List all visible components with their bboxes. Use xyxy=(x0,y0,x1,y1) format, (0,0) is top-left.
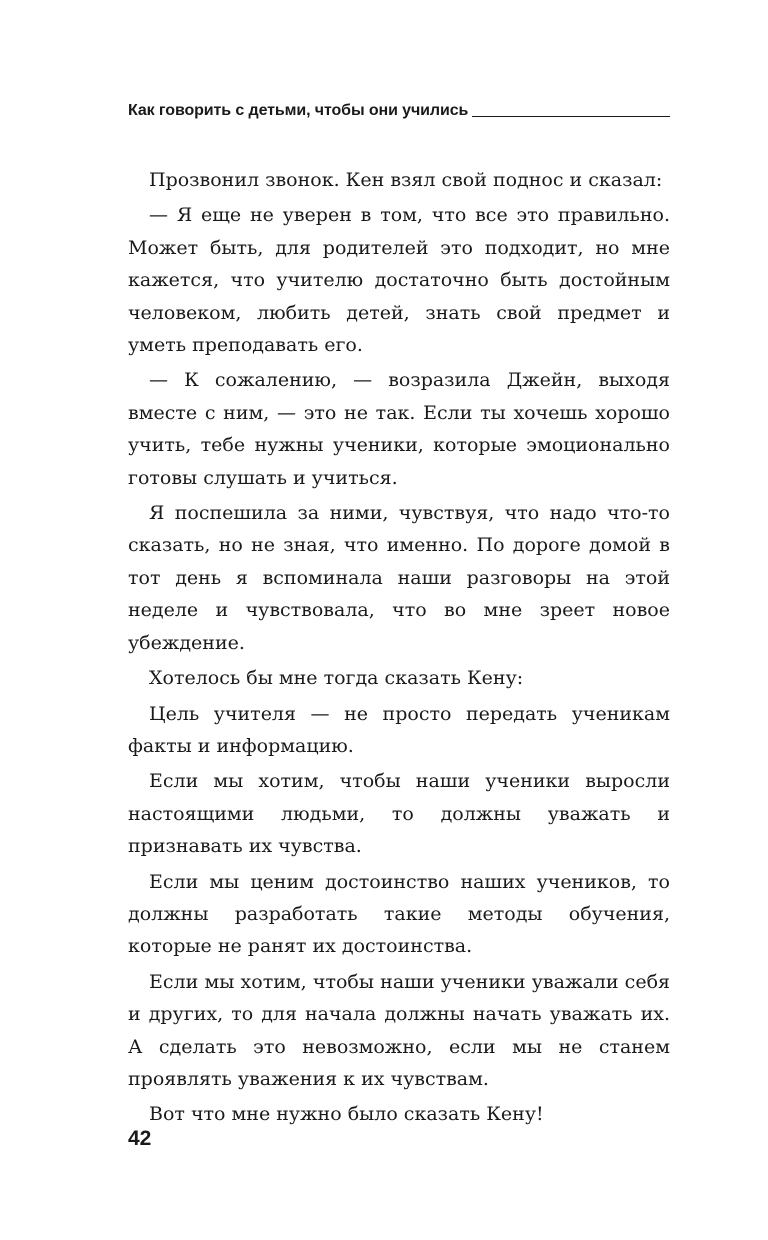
paragraph: — К сожалению, — возразила Джейн, выходя вместе с ним, — это не так. Если ты хочешь хорошо учить, тебе нужны ученики, которые эмоционально готовы слушать и учиться. xyxy=(128,369,670,489)
running-title: Как говорить с детьми, чтобы они учились xyxy=(128,102,469,119)
paragraph: Цель учителя — не просто передать ученикам факты и информацию. xyxy=(128,702,670,757)
paragraph: Если мы хотим, чтобы наши ученики уважали себя и других, то для начала должны начать уважать их. А сделать это невозможно, если мы не станем проявлять уважения к их чувствам. xyxy=(128,970,670,1090)
running-header xyxy=(128,101,670,121)
header-rule xyxy=(472,116,670,117)
page-number: 42 xyxy=(128,1127,152,1150)
paragraph: Вот что мне нужно было сказать Кену! xyxy=(149,1103,544,1126)
paragraph: Я поспешила за ними, чувствуя, что надо что-то сказать, но не зная, что именно. По дороге домой в тот день я вспоминала наши разговоры на этой неделе и чувствовала, что во мне зреет новое убеждение. xyxy=(128,502,670,654)
paragraph: Прозвонил звонок. Кен взял свой поднос и сказал: xyxy=(149,169,663,191)
paragraph: Хотелось бы мне тогда сказать Кену: xyxy=(149,667,524,690)
paragraph: Если мы ценим достоинство наших учеников, то должны разработать такие методы обучения, которые не ранят их достоинства. xyxy=(128,870,670,958)
paragraph: Если мы хотим, чтобы наши ученики выросли настоящими людьми, то должны уважать и признавать их чувства. xyxy=(128,770,670,858)
paragraph: — Я еще не уверен в том, что все это правильно. Может быть, для родителей это подходит, но мне кажется, что учителю достаточно быть достойным человеком, любить детей, знать свой предмет и уметь преподавать его. xyxy=(128,204,670,357)
page-body xyxy=(128,164,670,1134)
